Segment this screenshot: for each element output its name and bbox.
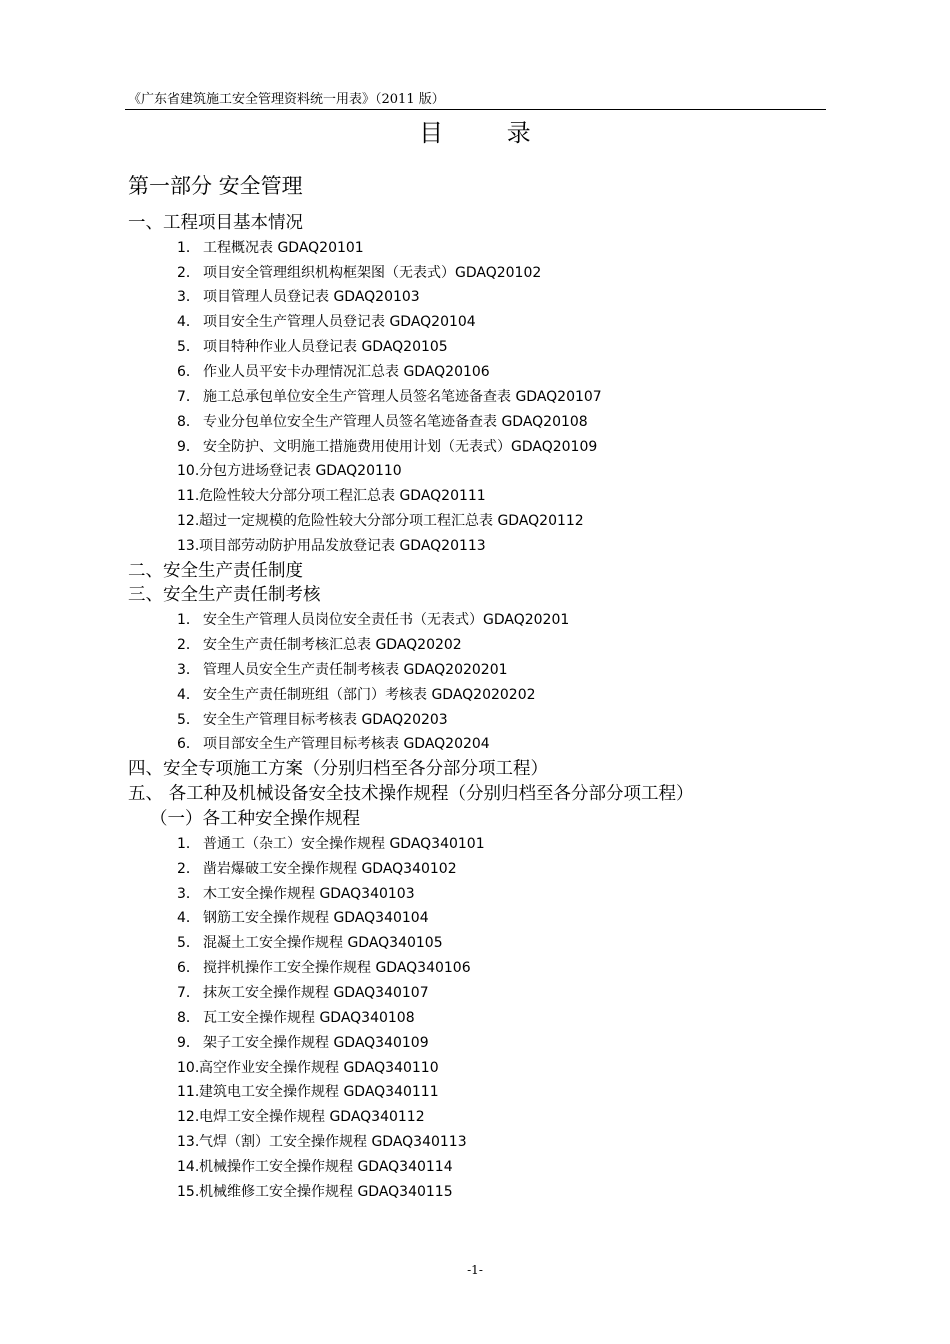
section-heading: 五、 各工种及机械设备安全技术操作规程（分别归档至各分部分项工程）: [128, 783, 694, 804]
toc-item: [177, 884, 415, 904]
toc-item-text: 气焊（割）工安全操作规程 GDAQ340113: [199, 1134, 467, 1151]
toc-item-number: 15.: [177, 1183, 200, 1200]
toc-item-text: 高空作业安全操作规程 GDAQ340110: [199, 1059, 439, 1076]
toc-item: [177, 1008, 415, 1028]
toc-item-number: 14.: [177, 1158, 200, 1175]
toc-item-text: 施工总承包单位安全生产管理人员签名笔迹备查表 GDAQ20107: [203, 388, 602, 405]
toc-item-number: 12.: [177, 1109, 200, 1126]
toc-item: [177, 1107, 425, 1127]
toc-item: [177, 610, 569, 630]
toc-item-text: 木工安全操作规程 GDAQ340103: [203, 885, 415, 902]
toc-item-number: 5．: [177, 711, 200, 728]
toc-item-number: 10.: [177, 463, 200, 480]
toc-item: [177, 908, 429, 928]
toc-item-text: 作业人员平安卡办理情况汇总表 GDAQ20106: [203, 363, 490, 380]
toc-item-text: 项目安全生产管理人员登记表 GDAQ20104: [203, 314, 476, 331]
toc-item-number: 2．: [177, 637, 200, 653]
toc-item-text: 超过一定规模的危险性较大分部分项工程汇总表 GDAQ20112: [199, 513, 584, 530]
toc-item-number: 3．: [177, 885, 200, 902]
toc-item-number: 3．: [177, 289, 200, 306]
toc-item-text: 机械操作工安全操作规程 GDAQ340114: [199, 1158, 453, 1175]
toc-item-number: 9．: [177, 1034, 200, 1051]
toc-item-number: 4．: [177, 910, 200, 927]
toc-item-text: 安全生产责任制班组（部门）考核表 GDAQ2020202: [203, 686, 536, 703]
toc-item-number: 13.: [177, 537, 200, 554]
toc-item-text: 瓦工安全操作规程 GDAQ340108: [203, 1009, 415, 1026]
toc-item-number: 6．: [177, 960, 200, 977]
toc-item-number: 9．: [177, 438, 200, 455]
part-title: 第一部分 安全管理: [128, 174, 303, 198]
toc-item-number: 1．: [177, 239, 200, 256]
toc-item-number: 7．: [177, 984, 200, 1001]
toc-item-number: 12.: [177, 513, 200, 530]
toc-item-text: 分包方进场登记表 GDAQ20110: [199, 463, 402, 480]
toc-item: [177, 859, 457, 879]
toc-item-number: 8．: [177, 413, 200, 430]
toc-item-number: 4．: [177, 686, 200, 703]
running-header: 《广东省建筑施工安全管理资料统一用表》（2011 版）: [128, 92, 445, 107]
toc-item-number: 5．: [177, 935, 200, 952]
toc-item-text: 项目部劳动防护用品发放登记表 GDAQ20113: [199, 537, 486, 554]
toc-item-number: 11.: [177, 1084, 200, 1101]
toc-item: [177, 1082, 439, 1102]
toc-item: [177, 337, 448, 357]
subsection-heading: （一）各工种安全操作规程: [150, 808, 360, 829]
toc-item-number: 6．: [177, 363, 200, 380]
toc-item-text: 抹灰工安全操作规程 GDAQ340107: [203, 984, 429, 1001]
toc-item: [177, 958, 471, 978]
toc-item: [177, 461, 402, 481]
toc-item-text: 工程概况表 GDAQ20101: [203, 239, 364, 256]
toc-item: [177, 1058, 439, 1078]
toc-item-text: 架子工安全操作规程 GDAQ340109: [203, 1034, 429, 1051]
toc-item: [177, 287, 420, 307]
toc-item-number: 1．: [177, 835, 200, 852]
toc-item: [177, 983, 429, 1003]
toc-item: [177, 635, 462, 655]
toc-item-text: 电焊工安全操作规程 GDAQ340112: [199, 1109, 425, 1126]
page-title: 目 录: [419, 119, 559, 147]
toc-item: [177, 486, 486, 506]
toc-item: [177, 387, 602, 407]
toc-item: [177, 511, 584, 531]
toc-item-text: 安全生产管理人员岗位安全责任书（无表式）GDAQ20201: [203, 612, 570, 629]
section-heading: 一、工程项目基本情况: [128, 213, 303, 233]
toc-item: [177, 710, 448, 730]
toc-item-text: 建筑电工安全操作规程 GDAQ340111: [199, 1084, 439, 1101]
toc-item-number: 7．: [177, 388, 200, 405]
toc-item-text: 凿岩爆破工安全操作规程 GDAQ340102: [203, 860, 457, 877]
section-heading: 四、安全专项施工方案（分别归档至各分部分项工程）: [128, 759, 548, 780]
section-heading: 二、安全生产责任制度: [128, 560, 303, 581]
toc-item: [177, 238, 364, 258]
toc-item-number: 1．: [177, 612, 200, 629]
toc-item-number: 8．: [177, 1009, 200, 1026]
toc-item-number: 3．: [177, 661, 200, 678]
toc-item: [177, 734, 490, 754]
toc-item-number: 13.: [177, 1134, 200, 1151]
toc-item-text: 项目部安全生产管理目标考核表 GDAQ20204: [203, 736, 490, 753]
toc-item-number: 4．: [177, 314, 200, 331]
toc-item-number: 6．: [177, 736, 200, 753]
page-number: -1-: [467, 1263, 483, 1277]
toc-item: [177, 1182, 453, 1202]
toc-item: [177, 412, 588, 432]
toc-item-text: 安全生产责任制考核汇总表 GDAQ20202: [203, 637, 462, 653]
toc-item-text: 混凝土工安全操作规程 GDAQ340105: [203, 935, 443, 952]
toc-item: [177, 834, 485, 854]
toc-item-number: 2．: [177, 264, 200, 281]
toc-item-text: 项目特种作业人员登记表 GDAQ20105: [203, 339, 448, 356]
header-rule: [125, 109, 826, 110]
toc-item-text: 安全防护、文明施工措施费用使用计划（无表式）GDAQ20109: [203, 438, 598, 455]
toc-item: [177, 263, 541, 283]
toc-item-text: 搅拌机操作工安全操作规程 GDAQ340106: [203, 960, 471, 977]
toc-item: [177, 685, 536, 705]
toc-item-text: 专业分包单位安全生产管理人员签名笔迹备查表 GDAQ20108: [203, 413, 588, 430]
toc-item-text: 普通工（杂工）安全操作规程 GDAQ340101: [203, 835, 485, 852]
toc-item-text: 项目安全管理组织机构框架图（无表式）GDAQ20102: [203, 264, 542, 281]
toc-item: [177, 362, 490, 382]
toc-item-text: 安全生产管理目标考核表 GDAQ20203: [203, 711, 448, 728]
toc-item-text: 危险性较大分部分项工程汇总表 GDAQ20111: [199, 488, 486, 505]
toc-item-number: 11.: [177, 488, 200, 505]
toc-item-number: 5．: [177, 339, 200, 356]
section-heading: 三、安全生产责任制考核: [128, 585, 321, 606]
toc-item: [177, 933, 443, 953]
toc-item-text: 项目管理人员登记表 GDAQ20103: [203, 289, 420, 306]
toc-item: [177, 1132, 467, 1152]
toc-item: [177, 437, 597, 457]
toc-item: [177, 660, 508, 680]
toc-item: [177, 1033, 429, 1053]
toc-item-text: 机械维修工安全操作规程 GDAQ340115: [199, 1183, 453, 1200]
toc-item-number: 10.: [177, 1059, 200, 1076]
toc-item: [177, 536, 486, 556]
toc-item: [177, 1157, 453, 1177]
toc-item-text: 管理人员安全生产责任制考核表 GDAQ2020201: [203, 661, 508, 678]
toc-item-number: 2．: [177, 860, 200, 877]
toc-item-text: 钢筋工安全操作规程 GDAQ340104: [203, 910, 429, 927]
toc-item: [177, 312, 476, 332]
